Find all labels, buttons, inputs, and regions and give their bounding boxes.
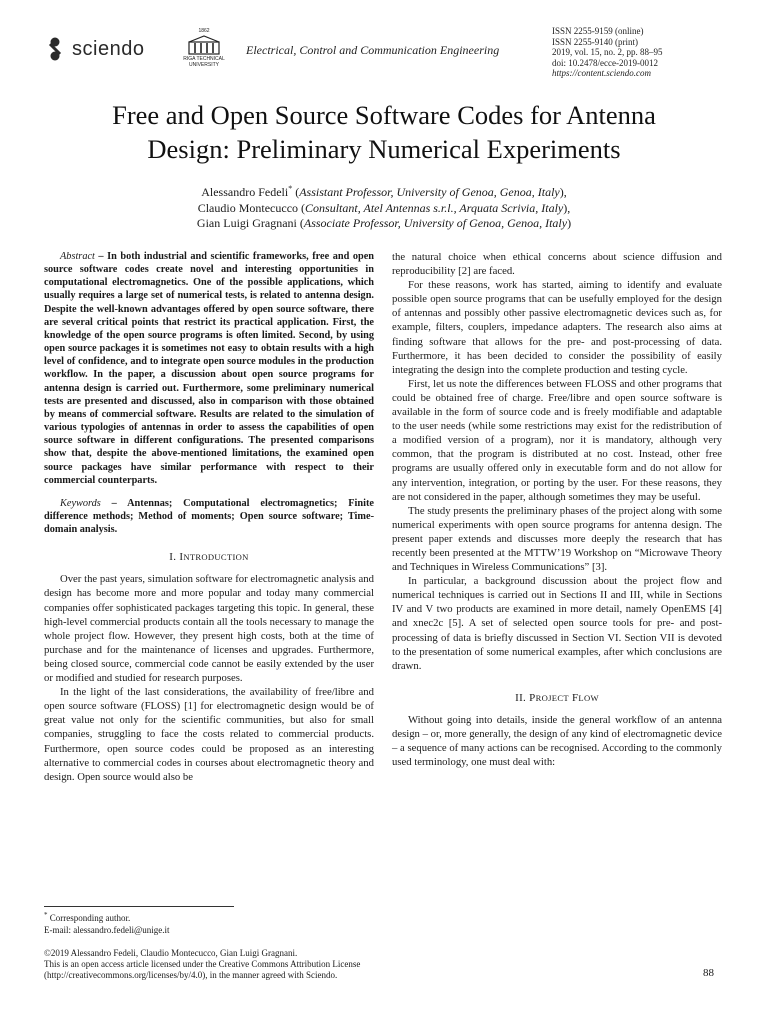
- section-number: II.: [515, 691, 527, 704]
- author-punct: ),: [559, 185, 567, 199]
- university-logo: [176, 28, 232, 68]
- keywords-label: Keywords: [60, 497, 101, 509]
- right-column: [392, 250, 722, 769]
- author-line: Alessandro Fedeli* (Assistant Professor, University of Genoa, Genoa, Italy),: [201, 184, 567, 199]
- abstract-text: – In both industrial and scientific frameworks, free and open source software codes create novel and interesting opportunities in computational electromagnetics. One of the possible applications, which usually requires a large set of numerical tests, is related to antenna design. Despite the well-known advantages offered by open source software, there are several critical points that restrict its practical application. First, the knowledge of the open source programs is often limited. Second, by using open source packages it is sometimes not easy to obtain results with a high level of confidence, and to integrate open source modules in the production workflow. In the paper, a discussion about open source programs for antenna design is carried out. Furthermore, some preliminary numerical tests are presented and discussed, also in comparison with those obtained by means of commercial software. Results are related to the simulation of various typologies of antennas in order to assess the capabilities of open source software in different configurations. The presented comparisons show that, despite the above-mentioned limitations, the examined open source packages have similar performance with respect to their commercial counterparts.: [44, 251, 374, 486]
- paragraph: For these reasons, work has started, aiming to identify and evaluate possible open source programs that can be usefully employed for the design of antennas and possibly other passive electromagnetic devices such as, for example, filters, couplers, impedance adapters. The research also aims at finding software that allows for the pre- and post-processing of data. Furthermore, it has been decided to consider the possibility of easily integrating the design into the complete production and testing cycle.: [392, 279, 722, 376]
- university-year: 1862: [198, 28, 210, 34]
- paragraph: Without going into details, inside the general workflow of an antenna design – or, more generally, the design of any kind of electromagnetic device – a sequence of many actions can be recognised. According to the commonly used terminology, one must deal with:: [392, 713, 722, 769]
- paper-title: [30, 98, 738, 166]
- license-url-line: (http://creativecommons.org/licenses/by/4.0), in the manner agreed with Sciendo.: [44, 970, 338, 981]
- section-smallcaps: LOW: [578, 692, 599, 703]
- author-punct: ): [567, 216, 572, 230]
- journal-name: Electrical, Control and Communication Engineering: [246, 43, 500, 57]
- publication-meta: [552, 26, 663, 79]
- author-affiliation: Assistant Professor, University of Genoa, Genoa, Italy: [299, 185, 560, 199]
- sciendo-logo-icon: [44, 36, 66, 62]
- university-seal-icon: [186, 34, 222, 56]
- paragraph: First, let us note the differences between FLOSS and other programs that could be obtained free of charge. Free/libre and open source software is available in the form of source code and is freely modifiable and adaptable to the user needs (while some restrictions may exist for the redistribution of a modified version of a program), nor it is mandatory, although very common, that the program is distributed at no cost. Instead, other free programs are usually offered only in executable form and do not allow for any intervention, integration, or porting by the user. For these reasons, they are not considered in the paper, although sometimes they may be useful.: [392, 377, 722, 503]
- paragraph: In the light of the last considerations, the availability of free/libre and open source software (FLOSS) [1] for electromagnetic design would be of great value not only for the scientific communities, but also for small companies, struggling to face the costs related to commercial products. Furthermore, open source codes could be proposed as an interesting alternative to commercial codes in courses about electromagnetic theory and design. Open source would also be: [44, 686, 374, 783]
- author-line: Claudio Montecucco (Consultant, Atel Antennas s.r.l., Arquata Scrivia, Italy),: [197, 200, 571, 215]
- title-line-2: Design: Preliminary Numerical Experiments: [147, 134, 621, 164]
- left-column: [44, 250, 374, 784]
- title-line-1: Free and Open Source Software Codes for Antenna: [112, 100, 656, 130]
- section-initial: P: [529, 691, 536, 704]
- corresponding-mark: *: [288, 184, 293, 193]
- section-heading-project-flow: [392, 691, 722, 705]
- keywords: [44, 497, 374, 536]
- doi: doi: 10.2478/ecce-2019-0012: [552, 57, 658, 68]
- page-number: 88: [703, 967, 714, 979]
- paragraph: In particular, a background discussion about the project flow and numerical techniques is carried out in Sections II and III, while in Sections IV and V two products are examined in more detail, namely OpenEMS [4] and xnec2c [5]. A set of selected open source tools for pre- and post-processing of data is briefly discussed in Section VI. Section VII is devoted to the presentation of some numerical examples, after which conclusions are drawn.: [392, 575, 722, 672]
- footnote-line: [44, 910, 170, 925]
- section-number: I.: [169, 551, 177, 564]
- issn-online: ISSN 2255-9159 (online): [552, 26, 644, 36]
- publisher-logo: [44, 36, 144, 62]
- footnote-email: E-mail: alessandro.fedeli@unige.it: [44, 924, 170, 935]
- section-initial: F: [571, 691, 579, 704]
- author-name: Gian Luigi Gragnani: [196, 216, 297, 230]
- section-smallcaps: ROJECT: [535, 692, 569, 703]
- paragraph: Over the past years, simulation software for electromagnetic analysis and design has become more and more popular and today many commercial companies offer sophisticated packages targeting this topic. In general, these high-level commercial products contain all the tools necessary to manage the whole project flow. However, they present high costs, both at the time of purchase and for the maintenance of licenses and upgrades. Furthermore, being closed source, commercial code cannot be easily extended by the user or modified and studied for research purposes.: [44, 573, 374, 685]
- keywords-text: – Antennas; Computational electromagnetics; Finite difference methods; Method of moments; Open source software; Time-domain analysis.: [44, 497, 374, 536]
- author-punct: ),: [563, 200, 571, 215]
- paragraph: the natural choice when ethical concerns about science diffusion and reproducibility [2] are faced.: [392, 251, 722, 278]
- copyright-notice: [44, 948, 360, 982]
- publisher-name: sciendo: [72, 37, 145, 60]
- paragraph: The study presents the preliminary phases of the project along with some numerical experiments with open source programs for antenna design. The present paper extends and discusses more deeply the research that has recently been presented at the MTTW’19 Workshop on “Microwave Theory and Techniques in Wireless Communications” [3].: [392, 504, 722, 574]
- author-line: Gian Luigi Gragnani (Associate Professor, University of Genoa, Genoa, Italy): [196, 216, 572, 230]
- page-header: [0, 0, 768, 90]
- footnote-mark: *: [44, 911, 48, 919]
- author-affiliation: Associate Professor, University of Genoa, Genoa, Italy: [303, 216, 568, 230]
- footnote-text: Corresponding author.: [47, 913, 131, 923]
- author-affiliation: Consultant, Atel Antennas s.r.l., Arquata Scrivia, Italy: [305, 200, 564, 215]
- copyright-line: ©2019 Alessandro Fedeli, Claudio Montecucco, Gian Luigi Gragnani.: [44, 948, 298, 958]
- author-list: [30, 181, 738, 232]
- journal-url[interactable]: https://content.sciendo.com: [552, 68, 651, 79]
- volume-info: 2019, vol. 15, no. 2, pp. 88–95: [552, 47, 663, 58]
- abstract: [44, 250, 374, 487]
- section-smallcaps: NTRODUCTION: [183, 552, 249, 563]
- abstract-label: Abstract: [60, 251, 95, 262]
- author-name: Alessandro Fedeli: [201, 185, 289, 199]
- footnote-rule: [44, 906, 234, 907]
- issn-print: ISSN 2255-9140 (print): [552, 36, 638, 47]
- university-name-line2: UNIVERSITY: [188, 62, 219, 68]
- university-name-line1: RIGA TECHNICAL: [183, 56, 225, 62]
- footnote: [44, 910, 170, 936]
- author-name: Claudio Montecucco: [197, 200, 299, 215]
- section-heading-introduction: [44, 550, 374, 564]
- license-line: This is an open access article licensed under the Creative Commons Attribution License: [44, 959, 361, 970]
- section-initial: I: [179, 551, 184, 564]
